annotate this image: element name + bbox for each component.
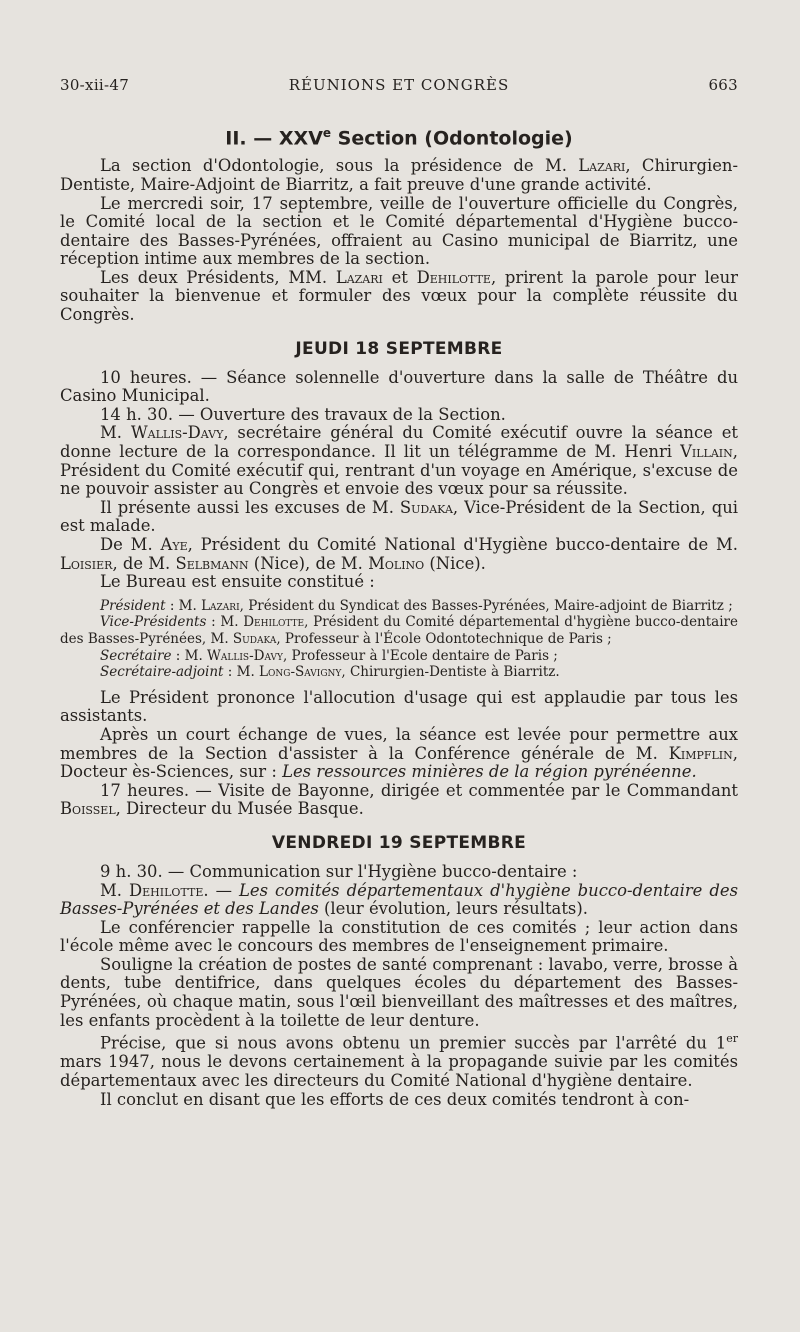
section-sup: e [322, 126, 332, 140]
person-name: Boissel [60, 799, 116, 819]
jeudi-paragraph-8: Après un court échange de vues, la séance est levée pour permettre aux membres de la Section d'assister à la Conférence générale de M. Kimpflin, Docteur ès-Sciences, sur : Les ressources minières de la région pyrénéenne. [60, 724, 738, 782]
person-name: Sudaka [399, 497, 453, 517]
bureau-president: Président : M. Lazari, Président du Syndicat des Basses-Pyrénées, Maire-adjoint de Biarritz ; [100, 597, 733, 614]
person-name: Loisier [60, 553, 113, 573]
section-heading [60, 122, 738, 149]
jeudi-paragraph-6: Le Bureau est ensuite constitué : [100, 572, 375, 592]
vendredi-paragraph-1: 9 h. 30. — Communication sur l'Hygiène bucco-dentaire : [100, 861, 578, 881]
jeudi-paragraph-4: Il présente aussi les excuses de M. Sudaka, Vice-Président de la Section, qui est malade. [60, 497, 738, 536]
vendredi-paragraph-5: Précise, que si nous avons obtenu un premier succès par l'arrêté du 1er mars 1947, nous le devons certainement à la propagande suivie par les comités départementaux avec les directeurs du Comité National d'hygiène dentaire. [60, 1032, 738, 1090]
person-name: Selbmann [175, 553, 249, 573]
communication-title: Les comités départementaux d'hygiène bucco-dentaire des Basses-Pyrénées et des Landes [60, 880, 738, 919]
section-roman: II. — [225, 127, 273, 150]
person-name: Aye [160, 535, 188, 555]
section-label: Section (Odontologie) [331, 127, 573, 150]
section-number: XXV [278, 127, 323, 150]
jeudi-paragraph-1: 10 heures. — Séance solennelle d'ouverture dans la salle de Théâtre du Casino Municipal. [60, 367, 738, 406]
day-heading-jeudi: JEUDI 18 SEPTEMBRE [295, 338, 503, 359]
person-name: Kimpflin [668, 743, 733, 763]
header-running-title: RÉUNIONS ET CONGRÈS [288, 76, 510, 94]
jeudi-paragraph-9: 17 heures. — Visite de Bayonne, dirigée et commentée par le Commandant Boissel, Directeur du Musée Basque. [60, 780, 738, 819]
bureau-vice-presidents: Vice-Présidents : M. Dehilotte, Président du Comité départemental d'hygiène bucco-dentaire des Basses-Pyrénées, M. Sudaka, Professeur à l'École Odontotechnique de Paris ; [60, 614, 738, 647]
person-name: Dehilotte [129, 880, 204, 900]
vendredi-paragraph-4: Souligne la création de postes de santé comprenant : lavabo, verre, brosse à dents, tube dentifrice, dans quelques écoles du département des Basses-Pyrénées, où chaque matin, sous l'œil bienveillant des maîtresses et des maîtres, les enfants procèdent à la toilette de leur denture. [60, 954, 738, 1030]
day-heading-vendredi: VENDREDI 19 SEPTEMBRE [271, 832, 527, 853]
jeudi-paragraph-5: De M. Aye, Président du Comité National d'Hygiène bucco-dentaire de M. Loisier, de M. Selbmann (Nice), de M. Molino (Nice). [60, 535, 738, 573]
intro-paragraph-1: La section d'Odontologie, sous la présidence de M. Lazari, Chirurgien-Dentiste, Maire-Adjoint de Biarritz, a fait preuve d'une grande activité. [60, 156, 738, 194]
person-name: Lazari [335, 267, 383, 287]
person-name: Wallis-Davy [130, 423, 224, 443]
jeudi-paragraph-2: 14 h. 30. — Ouverture des travaux de la Section. [100, 404, 506, 424]
intro-paragraph-2: Le mercredi soir, 17 septembre, veille de l'ouverture officielle du Congrès, le Comité local de la section et le Comité départemental d'Hygiène bucco-dentaire des Basses-Pyrénées, offraient au Casino municipal de Biarritz, une réception intime aux membres de la section. [60, 193, 738, 269]
person-name: Villain [680, 442, 733, 462]
page-number: 663 [708, 76, 738, 94]
header-date: 30-xii-47 [60, 76, 130, 94]
intro-paragraph-3: Les deux Présidents, MM. Lazari et Dehilotte, prirent la parole pour leur souhaiter la bienvenue et formuler des vœux pour la complète réussite du Congrès. [60, 267, 738, 325]
page-body [60, 122, 738, 1109]
lecture-title: Les ressources minières de la région pyrénéenne. [282, 762, 697, 782]
person-name: Dehilotte [416, 267, 491, 287]
bureau-list [60, 598, 738, 681]
vendredi-paragraph-2: M. Dehilotte. — Les comités départementaux d'hygiène bucco-dentaire des Basses-Pyrénées et des Landes (leur évolution, leurs résultats). [60, 880, 738, 919]
vendredi-paragraph-6: Il conclut en disant que les efforts de ces deux comités tendront à con- [100, 1089, 690, 1109]
jeudi-paragraph-3: M. Wallis-Davy, secrétaire général du Comité exécutif ouvre la séance et donne lecture de la correspondance. Il lit un télégramme de M. Henri Villain, Président du Comité exécutif qui, rentrant d'un voyage en Amérique, s'excuse de ne pouvoir assister au Congrès et envoie des vœux pour sa réussite. [60, 423, 738, 499]
person-name: Lazari [578, 156, 626, 176]
bureau-secretaire-adjoint: Secrétaire-adjoint : M. Long-Savigny, Chirurgien-Dentiste à Biarritz. [100, 664, 560, 681]
jeudi-paragraph-7: Le Président prononce l'allocution d'usage qui est applaudie par tous les assistants. [60, 687, 738, 726]
bureau-secretaire: Secrétaire : M. Wallis-Davy, Professeur à l'Ecole dentaire de Paris ; [100, 647, 558, 664]
person-name: Molino [368, 553, 425, 573]
vendredi-paragraph-3: Le conférencier rappelle la constitution de ces comités ; leur action dans l'école même avec le concours des membres de l'enseignement primaire. [60, 917, 738, 956]
